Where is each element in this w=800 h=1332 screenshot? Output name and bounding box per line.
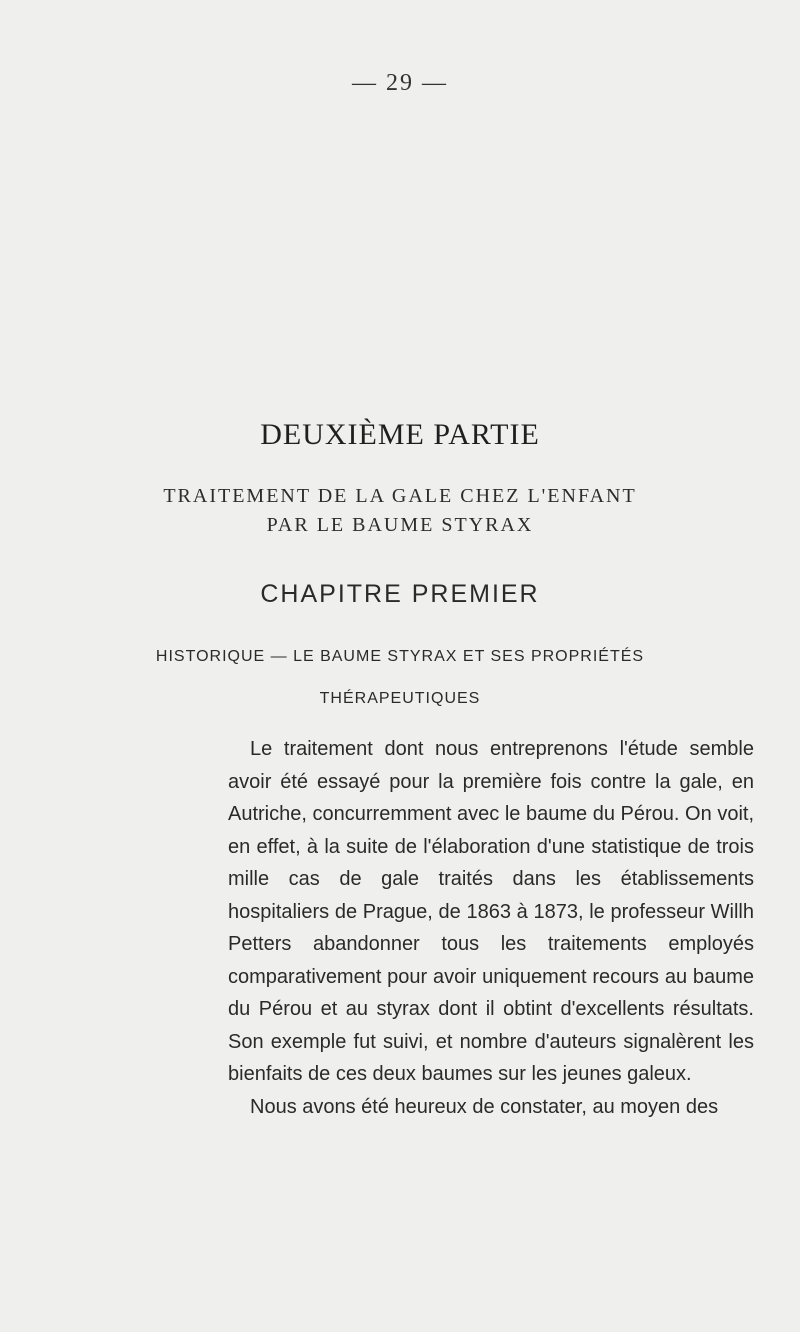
body-text xyxy=(228,733,754,1123)
paragraph: Le traitement dont nous entreprenons l'étude semble avoir été essayé pour la première fois contre la gale, en Autriche, concurremment avec le baume du Pérou. On voit, en effet, à la suite de l'élaboration d'une statistique de trois mille cas de gale traités dans les établissements hospitaliers de Prague, de 1863 à 1873, le professeur Willh Petters abandonner tous les traitements employés comparativement pour avoir uniquement recours au baume du Pérou et au styrax dont il obtint d'excellents résultats. Son exemple fut suivi, et nombre d'auteurs signalèrent les bienfaits de ces deux baumes sur les jeunes galeux. xyxy=(228,738,754,1085)
part-subtitle-line-1: TRAITEMENT DE LA GALE CHEZ L'ENFANT xyxy=(163,485,637,507)
page-number: — 29 — xyxy=(352,70,448,96)
chapter-subtitle-line-2: THÉRAPEUTIQUES xyxy=(319,690,481,707)
part-subtitle-line-2: PAR LE BAUME STYRAX xyxy=(266,514,534,536)
chapter-title: CHAPITRE PREMIER xyxy=(260,580,540,608)
paragraph: Nous avons été heureux de constater, au moyen des xyxy=(250,1095,719,1118)
part-title: DEUXIÈME PARTIE xyxy=(260,418,540,451)
chapter-subtitle-line-1: HISTORIQUE — LE BAUME STYRAX ET SES PROPRIÉTÉS xyxy=(155,648,645,665)
